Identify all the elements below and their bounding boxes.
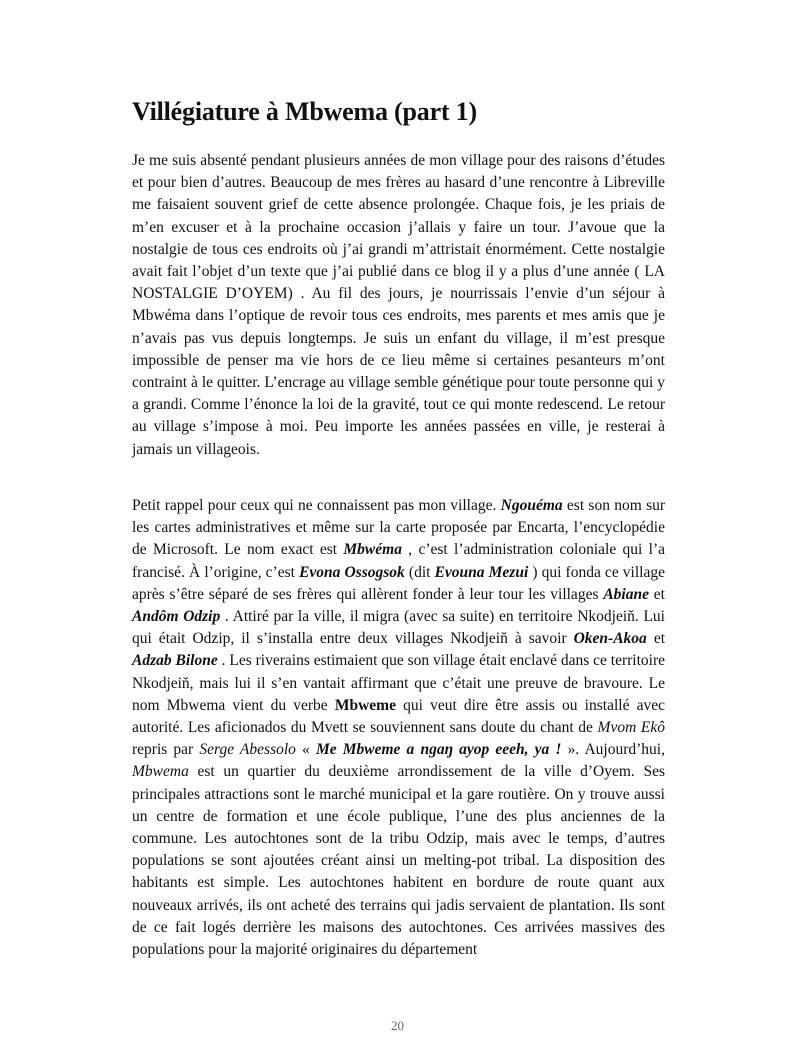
text-run: Petit rappel pour ceux qui ne connaissent pas mon village. [132,497,501,514]
paragraph-intro: Je me suis absenté pendant plusieurs années de mon village pour des raisons d’études et pour bien d’autres. Beaucoup de mes frères au hasard d’une rencontre à Libreville me faisaient souvent grief de cette absence prolongée. Chaque fois, je les priais de m’en excuser et à la prochaine occasion j’allais y faire un tour. J’avoue que la nostalgie de tous ces endroits où j’ai grandi m’attristait énormément. Cette nostalgie avait fait l’objet d’un texte que j’ai publié dans ce blog il y a plus d’une année ( LA NOSTALGIE D’OYEM) . Au fil des jours, je nourrissais l’envie d’un séjour à Mbwéma dans l’optique de revoir tous ces endroits, mes parents et mes amis que je n’avais pas vus depuis longtemps. Je suis un enfant du village, il m’est presque impossible de penser ma vie hors de ce lieu même si certaines pesanteurs m’ont contraint à le quitter. L’encrage au village semble génétique pour toute personne qui y a grandi. Comme l’énonce la loi de la gravité, tout ce qui monte redescend. Le retour au village s’impose à moi. Peu importe les années passées en ville, je resterai à jamais un villageois. [132,152,665,458]
page-number: 20 [391,1018,404,1033]
song-title: Mvom Ekô [597,719,665,737]
village-name-mbwema: Mbwéma [343,541,402,559]
text-run: et [646,630,666,648]
page-title: Villégiature à Mbwema (part 1) [132,97,477,126]
verb-mbweme: Mbweme [334,696,396,714]
text-run: . Les riverains estimaient que son village était enclavé dans ce territoire Nkodjeiň, mais lui il s’en vantait affirmant que c’était une preuve de bravoure. Le nom Mbwema vient du verbe [132,652,666,714]
village-name-adzab-bilone: Adzab Bilone [132,652,218,670]
artist-name: Serge Abessolo [199,741,296,759]
village-name-oken-akoa: Oken-Akoa [573,630,647,648]
village-name-ngouema: Ngouéma [500,497,563,514]
text-run: repris par [132,741,200,759]
quarter-name-mbwema: Mbwema [132,763,189,781]
village-name-andom-odzip: Andôm Odzip [132,608,221,626]
text-run: ) qui fonda ce village après s’être séparé de ses frères qui allèrent fonder à leur tour les villages [132,563,665,603]
song-lyric: Me Mbweme a ngaŋ ayop eeeh, ya ! [315,741,562,759]
text-run: et [648,585,665,603]
text-run: est son nom sur les cartes administratives et même sur la carte proposée par Encarta, l’encyclopédie de Microsoft. Le nom exact est [132,497,666,559]
text-run: . Attiré par la ville, il migra (avec sa suite) en territoire Nkodjeiň. Lui qui était Odzip, il s’installa entre deux villages Nkodjeiň à savoir [132,608,665,648]
text-run: (dit [404,563,435,581]
text-run: est un quartier du deuxième arrondissement de la ville d’Oyem. Ses principales attractions sont le marché municipal et la gare routière. On y trouve aussi un centre de formation et une école publique, l’une des plus anciennes de la commune. Les autochtones sont de la tribu Odzip, mais avec le temps, d’autres populations se sont ajoutées créant ainsi un melting-pot tribal. La disposition des habitants est simple. Les autochtones habitent en bordure de route quant aux nouveaux arrivés, ils ont acheté des terrains qui jadis servaient de plantation. Ils sont de ce fait logés derrière les maisons des autochtones. Ces arrivées massives des populations pour la majorité originaires du département [132,763,665,959]
text-run: « [295,741,316,759]
founder-alias: Evouna Mezui [434,563,529,581]
text-run: ». Aujourd’hui, [561,741,665,759]
founder-name: Evona Ossogsok [299,563,405,581]
village-name-abiane: Abiane [603,585,649,603]
paragraph-village-history [132,495,665,961]
text-run: , c’est l’administration coloniale qui l’a francisé. À l’origine, c’est [132,541,665,581]
text-run: qui veut dire être assis ou installé avec autorité. Les aficionados du Mvett se souviennent sans doute du chant de [132,696,665,737]
